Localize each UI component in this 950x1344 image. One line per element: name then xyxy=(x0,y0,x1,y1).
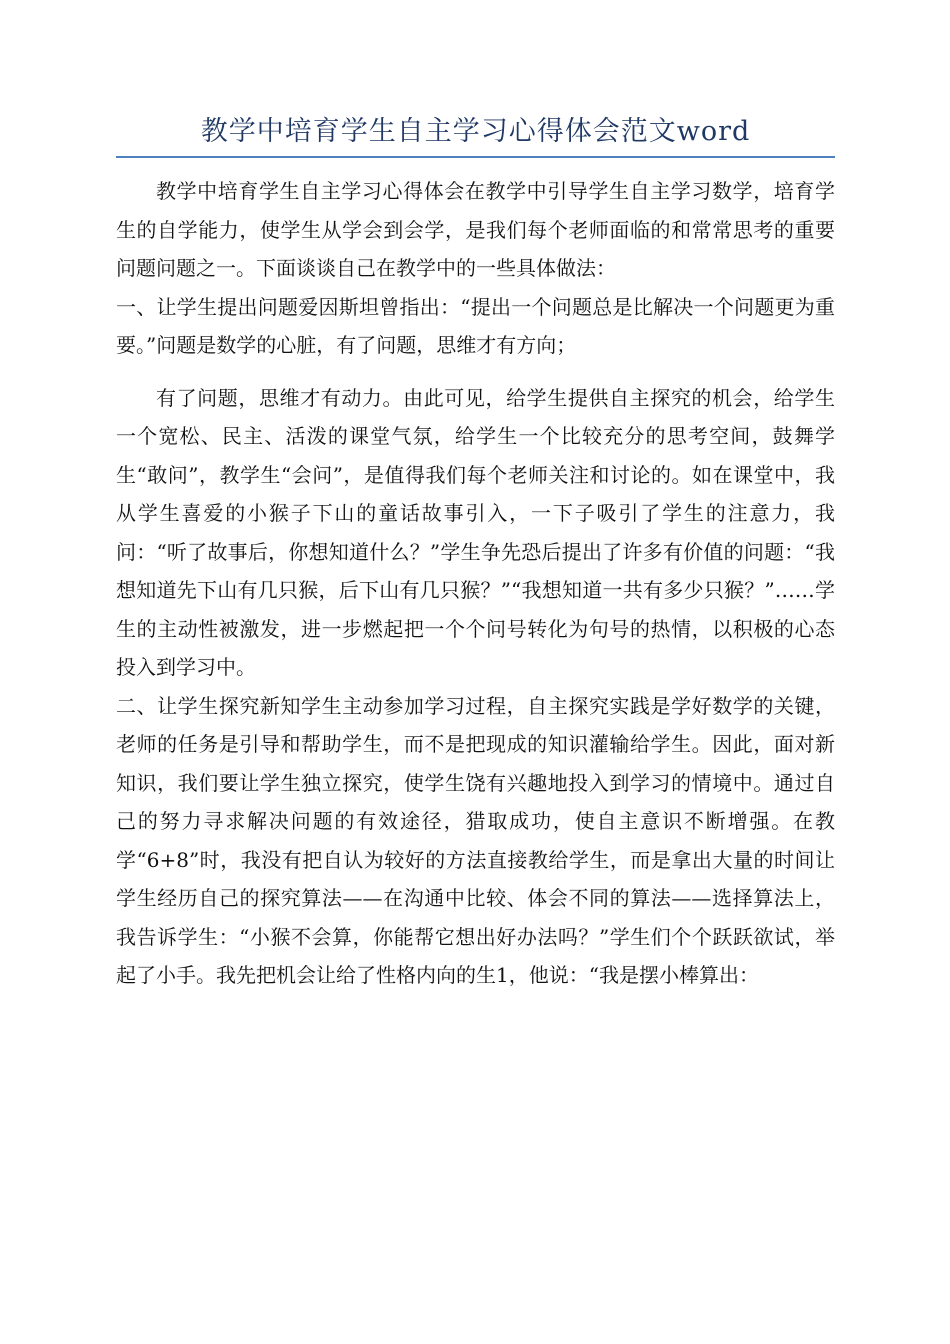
paragraph-intro: 教学中培育学生自主学习心得体会在教学中引导学生自主学习数学，培育学生的自学能力，使学生从学会到会学，是我们每个老师面临的和常常思考的重要问题问题之一。下面谈谈自己在教学中的一些具体做法： xyxy=(116,179,835,280)
paragraph-section-two: 二、让学生探究新知学生主动参加学习过程，自主探究实践是学好数学的关键，老师的任务是引导和帮助学生，而不是把现成的知识灌输给学生。因此，面对新知识，我们要让学生独立探究，使学生饶有兴趣地投入到学习的情境中。通过自己的努力寻求解决问题的有效途径，猎取成功，使自主意识不断增强。在教学“6+8”时，我没有把自认为较好的方法直接教给学生，而是拿出大量的时间让学生经历自己的探究算法——在沟通中比较、体会不同的算法——选择算法上，我告诉学生：“小猴不会算，你能帮它想出好办法吗？”学生们个个跃跃欲试，举起了小手。我先把机会让给了性格内向的生1，他说：“我是摆小棒算出： xyxy=(116,693,835,987)
paragraph-section-one: 一、让学生提出问题爱因斯坦曾指出：“提出一个问题总是比解决一个问题更为重要。”问题是数学的心脏，有了问题，思维才有方向； xyxy=(116,294,835,357)
title-block xyxy=(116,112,835,158)
document-body xyxy=(116,172,835,995)
document-title: 教学中培育学生自主学习心得体会范文word xyxy=(200,116,751,147)
paragraph-questions-example: 有了问题，思维才有动力。由此可见，给学生提供自主探究的机会，给学生一个宽松、民主、活泼的课堂气氛，给学生一个比较充分的思考空间，鼓舞学生“敢问”，教学生“会问”，是值得我们每个老师关注和讨论的。如在课堂中，我从学生喜爱的小猴子下山的童话故事引入，一下子吸引了学生的注意力，我问：“听了故事后，你想知道什么？”学生争先恐后提出了许多有价值的问题：“我想知道先下山有几只猴，后下山有几只猴？”“我想知道一共有多少只猴？”……学生的主动性被激发，进一步燃起把一个个问号转化为句号的热情，以积极的心态投入到学习中。 xyxy=(116,385,835,679)
